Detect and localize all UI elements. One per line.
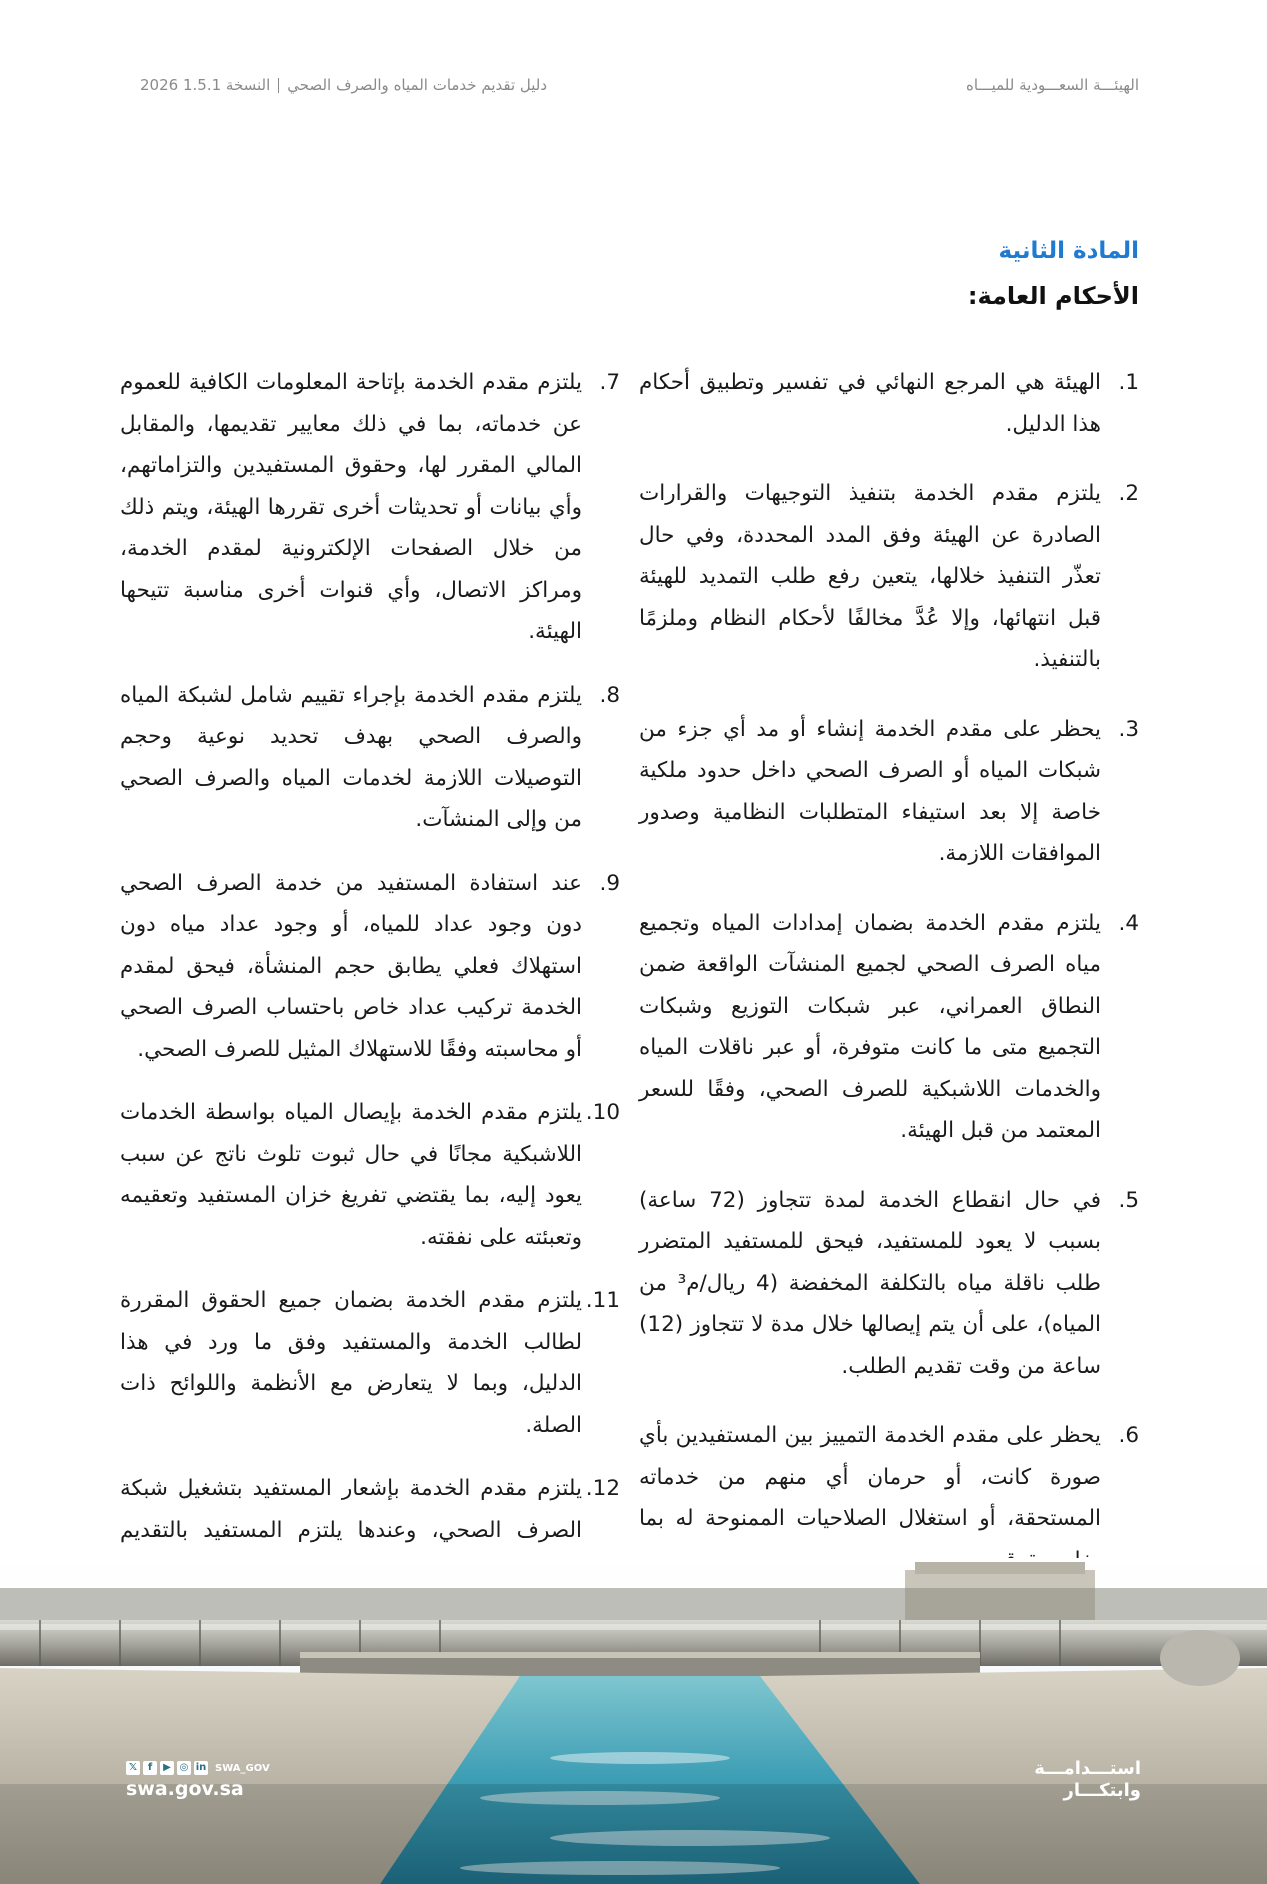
item-text: يلتزم مقدم الخدمة بتنفيذ التوجيهات والقرارات الصادرة عن الهيئة وفق المدد المحددة، وفي حال تعذّر التنفيذ خلالها، يتعين رفع طلب التمديد للهيئة قبل انتهائها، وإلا عُدَّ مخالفًا لأحكام النظام وملزمًا بالتنفيذ. bbox=[639, 481, 1101, 672]
list-item bbox=[639, 473, 1139, 681]
item-number: 2. bbox=[1118, 481, 1139, 506]
item-number: 11. bbox=[585, 1288, 620, 1313]
item-number: 10. bbox=[585, 1100, 620, 1125]
header-divider bbox=[278, 78, 279, 93]
facebook-icon[interactable]: f bbox=[143, 1761, 157, 1775]
item-number: 9. bbox=[599, 870, 620, 896]
list-item bbox=[120, 675, 620, 841]
footer-slogan bbox=[1034, 1758, 1141, 1802]
social-handle: SWA_GOV bbox=[215, 1762, 270, 1774]
header-version: النسخة 1.5.1 2026 bbox=[140, 76, 271, 94]
list-item bbox=[120, 1280, 620, 1446]
item-number: 4. bbox=[1118, 910, 1139, 936]
item-number: 12. bbox=[585, 1476, 620, 1501]
list-item bbox=[639, 903, 1139, 1152]
item-text: يحظر على مقدم الخدمة التمييز بين المستفيدين بأي صورة كانت، أو حرمان أي منهم من خدماته المستحقة، أو استغلال الصلاحيات الممنوحة له بما bbox=[639, 1423, 1101, 1531]
item-number: 8. bbox=[599, 682, 620, 708]
header-document-title bbox=[140, 76, 547, 94]
list-item bbox=[120, 863, 620, 1071]
item-text: يحظر على مقدم الخدمة إنشاء أو مد أي جزء من شبكات المياه أو الصرف الصحي داخل حدود ملكية خاصة إلا بعد استيفاء المتطلبات النظامية وصدور الموافقات اللازمة. bbox=[639, 716, 1101, 866]
item-text: يلتزم مقدم الخدمة بضمان جميع الحقوق المقررة لطالب الخدمة والمستفيد وفق ما ورد في هذا الدليل، وبما لا يتعارض مع الأنظمة واللوائح ذات الصلة. bbox=[120, 1288, 582, 1438]
right-column bbox=[639, 362, 1139, 1609]
header-document-name: دليل تقديم خدمات المياه والصرف الصحي bbox=[287, 76, 548, 94]
item-text: يلتزم مقدم الخدمة بإشعار المستفيد بتشغيل شبكة الصرف الصحي، وعندها يلتزم المستفيد بالتقديم bbox=[120, 1476, 582, 1543]
list-item bbox=[639, 362, 1139, 445]
list-item bbox=[639, 1415, 1139, 1581]
item-number: 3. bbox=[1118, 716, 1139, 742]
item-text: في حال انقطاع الخدمة لمدة تتجاوز (72 ساعة) بسبب لا يعود للمستفيد، فيحق للمستفيد المتضرر طلب ناقلة مياه بالتكلفة المخفضة (4 ريال/م³ من المياه)، على أن يتم إيصالها خلال مدة لا تتجاوز (12) ساعة من وقت تقديم الطلب. bbox=[639, 1187, 1101, 1379]
social-links bbox=[126, 1760, 270, 1776]
youtube-icon[interactable]: ▶ bbox=[160, 1761, 174, 1775]
linkedin-icon[interactable]: in bbox=[195, 1762, 207, 1773]
item-number: 7. bbox=[599, 370, 620, 395]
list-item bbox=[639, 709, 1139, 875]
item-text: يلتزم مقدم الخدمة بضمان إمدادات المياه وتجميع مياه الصرف الصحي لجميع المنشآت الواقعة ضمن النطاق العمراني، عبر شبكات التوزيع وشبكات التجميع متى ما كانت متوفرة، أو عبر ناقلات المياه والخدمات اللاشبكية للصرف الصحي، وفقًا للسعر المعتمد من قبل الهيئة. bbox=[639, 910, 1101, 1143]
item-text: يلتزم مقدم الخدمة بإجراء تقييم شامل لشبكة المياه والصرف الصحي بهدف تحديد نوعية وحجم التوصيلات اللازمة لخدمات المياه والصرف الصحي من وإلى المنشآت. bbox=[120, 682, 582, 832]
canal-scene-image bbox=[0, 1558, 1267, 1884]
footer-contact bbox=[126, 1760, 270, 1800]
item-text: الهيئة هي المرجع النهائي في تفسير وتطبيق أحكام هذا الدليل. bbox=[639, 370, 1101, 437]
header-org-name: الهيئـــة السعـــودية للميـــاه bbox=[966, 76, 1139, 94]
list-item bbox=[120, 362, 620, 653]
x-icon[interactable]: 𝕏 bbox=[126, 1761, 140, 1775]
page-header bbox=[140, 76, 1139, 100]
slogan-line-1: استـــدامـــة bbox=[1034, 1758, 1141, 1779]
instagram-icon[interactable]: ◎ bbox=[177, 1761, 191, 1775]
item-number: 1. bbox=[1118, 370, 1139, 395]
list-item bbox=[120, 1092, 620, 1258]
left-column bbox=[120, 362, 620, 1656]
list-item bbox=[639, 1180, 1139, 1388]
item-text: يلتزم مقدم الخدمة بإتاحة المعلومات الكافية للعموم عن خدماته، بما في ذلك معايير تقديمها، والمقابل المالي المقرر لها، وحقوق المستفيدين والتزاماتهم، وأي بيانات أو تحديثات أخرى تقررها الهيئة، ويتم ذلك من خلال الصفحات الإلكترونية لمقدم الخدمة، ومراكز الاتصال، وأي قنوات أخرى مناسبة تتيحها الهيئة. bbox=[120, 370, 582, 644]
article-title: المادة الثانية bbox=[998, 238, 1139, 264]
item-text: عند استفادة المستفيد من خدمة الصرف الصحي دون وجود عداد للمياه، أو وجود عداد مياه دون استهلاك فعلي يطابق حجم المنشأة، فيحق لمقدم الخدمة تركيب عداد خاص باحتساب الصرف الصحي أو محاسبته وفقًا للاستهلاك المثيل للصرف الصحي. bbox=[120, 870, 582, 1062]
item-number: 6. bbox=[1118, 1423, 1139, 1448]
section-title: الأحكام العامة: bbox=[967, 282, 1139, 310]
item-number: 5. bbox=[1118, 1187, 1139, 1213]
website-link[interactable]: swa.gov.sa bbox=[126, 1778, 244, 1800]
item-text: يلتزم مقدم الخدمة بإيصال المياه بواسطة الخدمات اللاشبكية مجانًا في حال ثبوت تلوث ناتج عن سبب يعود إليه، بما يقتضي تفريغ خزان المستفيد وتعقيمه وتعبئته على نفقته. bbox=[120, 1100, 582, 1250]
slogan-line-2: وابتكـــار bbox=[1063, 1780, 1141, 1801]
